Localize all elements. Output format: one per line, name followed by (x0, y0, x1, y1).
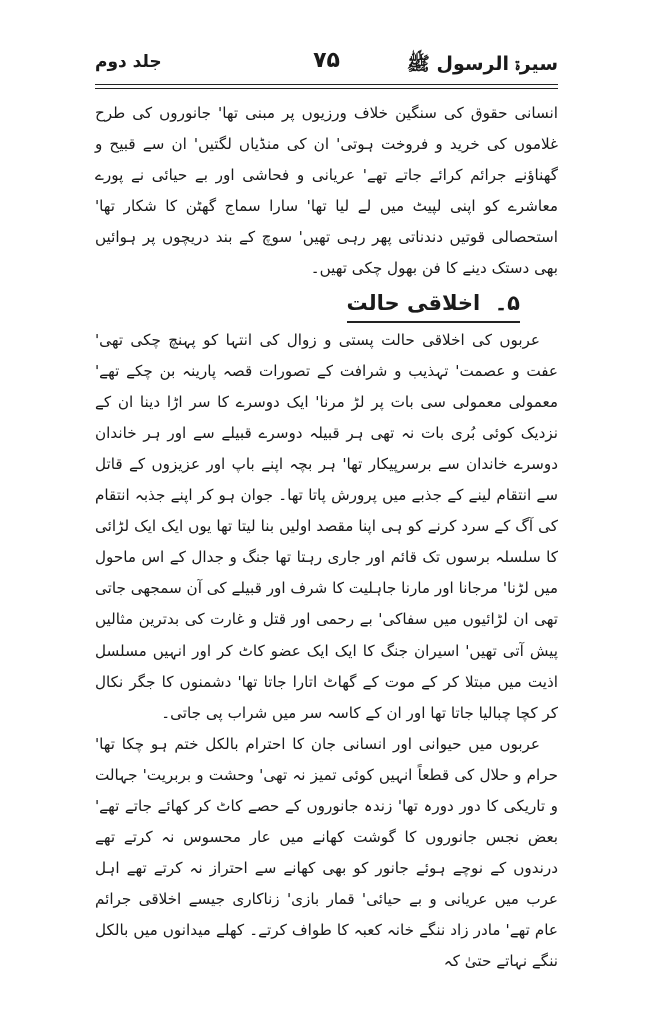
page-number: ۷۵ (313, 48, 340, 73)
running-header (95, 48, 558, 84)
section-number: ۵۔ (494, 290, 520, 315)
header-divider (95, 84, 558, 89)
book-title: سیرۃ الرسول ﷺ (406, 53, 558, 75)
section-heading-row (95, 285, 558, 325)
paragraph: انسانی حقوق کی سنگین خلاف ورزیوں پر مبنی تھا' جانوروں کی طرح غلاموں کی خرید و فروخت ہوتی' ان کی منڈیاں لگتیں' ان سے قبیح و گھناؤنے جرائم کرائے جاتے تھے' عریانی و فحاشی اور بے حیائی نے پورے معاشرے کو اپنی لپیٹ میں لے لیا تھا' سارا سماج گھٹن کا شکار تھا' استحصالی قوتیں دندناتی پھر رہی تھیں' سوچ کے بند دریچوں پر ہوائیں بھی دستک دینے کا فن بھول چکی تھیں۔ (95, 104, 558, 278)
section-heading (347, 287, 521, 323)
section-title: اخلاقی حالت (346, 290, 481, 315)
paragraph: عربوں میں حیوانی اور انسانی جان کا احترام بالکل ختم ہو چکا تھا' حرام و حلال کی قطعاً انہیں کوئی تمیز نہ تھی' وحشت و بربریت' جہالت و تاریکی کا دور دورہ تھا' زندہ جانوروں کے حصے کاٹ کر کھائے جاتے تھے' بعض نجس جانوروں کا گوشت کھانے میں عار محسوس نہ کرتے تھے درندوں کے نوچے ہوئے جانور کو بھی کھانے سے احتراز نہ کرتے تھے اہل عرب میں عریانی و بے حیائی' قمار بازی' زناکاری جیسے اخلاقی جرائم عام تھے' مادر زاد ننگے خانہ کعبہ کا طواف کرتے۔ کھلے میدانوں میں بالکل ننگے نہاتے حتیٰ کہ (95, 734, 558, 971)
volume-label: جلد دوم (95, 52, 162, 72)
page-body (95, 98, 558, 978)
paragraph: عربوں کی اخلاقی حالت پستی و زوال کی انتہا کو پہنچ چکی تھی' عفت و عصمت' تہذیب و شرافت کے تصورات قصہ پارینہ بن چکے تھے' معمولی معمولی سی بات پر لڑ مرنا' ایک دوسرے کا سر اڑا دینا ان کے نزدیک کوئی بُری بات نہ تھی ہر قبیلہ دوسرے قبیلے سے اور ہر خاندان دوسرے خاندان سے برسرپیکار تھا' ہر بچہ اپنے باپ اور عزیزوں کے قاتل سے انتقام لینے کے جذبے میں پرورش پاتا تھا۔ جوان ہو کر اپنے جذبہ انتقام کی آگ کے سرد کرنے کو ہی اپنا مقصد اولیں بنا لیتا تھا یوں ایک ایک لڑائی کا سلسلہ برسوں تک قائم اور جاری رہتا تھا جنگ و جدال کے اس ماحول میں لڑنا' مرجانا اور مارنا جاہلیت کا شرف اور قبیلے کی آن سمجھی جاتی تھی ان لڑائیوں میں سفاکی' بے رحمی اور قتل و غارت کی بدترین مثالیں پیش آتی تھیں' اسیران جنگ کا ایک ایک عضو کاٹ کر اور انہیں مسلسل اذیت میں مبتلا کر کے موت کے گھاٹ اتارا جاتا تھا' دشمنوں کا جگر نکال کر کچا چبالیا جاتا تھا اور ان کے کاسہ سر میں شراب پی جاتی۔ (95, 330, 558, 722)
